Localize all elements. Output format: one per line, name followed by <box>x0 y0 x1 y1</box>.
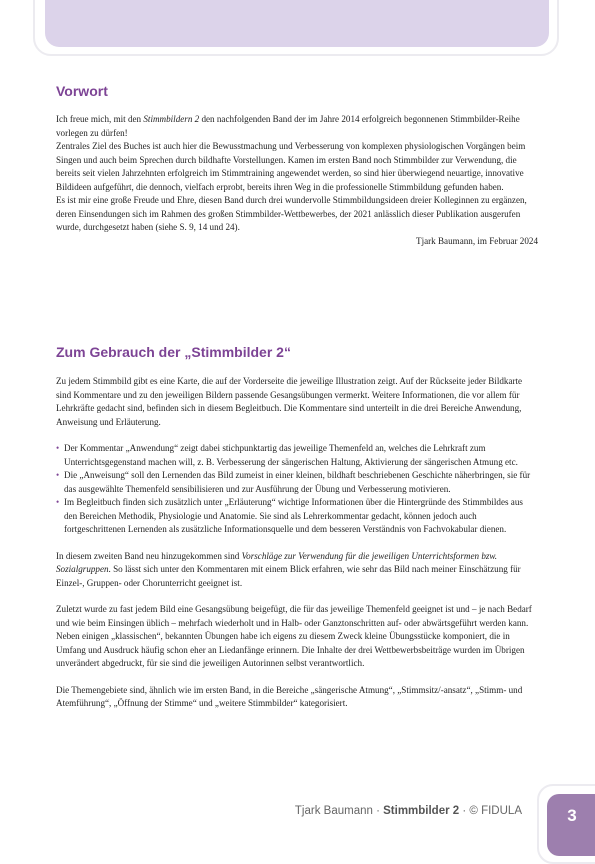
preface-signature: Tjark Baumann, im Februar 2024 <box>416 235 538 246</box>
list-item: • Im Begleitbuch finden sich zusätzlich unter „Erläuterung“ wichtige Informationen über die Hintergründe des Stimmbildes aus den Bereichen Methodik, Physiologie und Anatomie. Sie sind als Lehrerkommentar gedacht, können jedoch auch fortgeschrittenen Lernenden als zusätzliche Informationsquelle und dem besseren Verständnis von Fachvokabular dienen. <box>56 496 538 537</box>
usage-heading: Zum Gebrauch der „Stimmbilder 2“ <box>56 344 291 360</box>
header-panel-frame <box>33 0 559 56</box>
footer-author: Tjark Baumann <box>294 805 373 817</box>
preface-heading: Vorwort <box>56 83 108 99</box>
page-footer: Tjark Baumann · Stimmbilder 2 · © FIDULA <box>294 805 522 817</box>
footer-book-title: Stimmbilder 2 <box>383 805 460 817</box>
page-number-tab <box>537 784 595 864</box>
usage-paragraph: Die Themengebiete sind, ähnlich wie im ersten Band, in die Bereiche „sängerische Atmung“, „Stimmsitz/-ansatz“, „Stimm- und Atemführung“, „Öffnung der Stimme“ und „weitere Stimmbilder“ kategorisiert. <box>56 684 523 708</box>
preface-paragraph: Zentrales Ziel des Buches ist auch hier die Bewusstmachung und Verbesserung von komplexen physiologischen Vorgängen beim Singen und auch beim Sprechen durch bildhafte Vorstellungen. Kamen im ersten Band noch Stimmbilder zur Verwendung, die bereits seit vielen Jahrzehnten erfolgreich im Stimmtraining angewendet werden, so sind hier überwiegend neuartige, innovative Bildideen aufgeführt, die dennoch, vielfach erprobt, bereits ihren Weg in die professionelle Stimmbildung gefunden haben. <box>56 141 526 192</box>
usage-list <box>56 442 538 537</box>
preface-paragraph: Ich freue mich, mit den Stimmbildern 2 den nachfolgenden Band der im Jahre 2014 erfolgreich begonnenen Stimmbilder-Reihe vorlegen zu dürfen! <box>56 114 520 138</box>
usage-body <box>56 375 538 711</box>
usage-paragraph: Zuletzt wurde zu fast jedem Bild eine Gesangsübung beigefügt, die für das jeweilige Themenfeld geeignet ist und – je nach Bedarf und wie beim Einsingen üblich – mehrfach wiederholt und in Halb- oder Ganztonschritten auf- oder abwärtsgeführt werden kann. Neben einigen „klassischen“, bekannten Übungen habe ich eigens zu diesem Zweck kleine Übungsstücke komponiert, die in Umfang und Ausdruck häufig schon eher an Liedanfänge erinnern. Die Inhalte der drei Wettbewerbsbeiträge wurden im Übrigen unverändert abgedruckt, für sie sind die jeweiligen Autorinnen selbst verantwortlich. <box>56 604 532 668</box>
list-item: • Die „Anweisung“ soll den Lernenden das Bild zumeist in einer kleinen, bildhaft beschriebenen Geschichte näherbringen, sie für das ausgewählte Themenfeld sensibilisieren und zur Ausführung der Übung und Verbesserung motivieren. <box>56 469 538 496</box>
footer-publisher: © FIDULA <box>469 805 522 817</box>
usage-paragraph: Zu jedem Stimmbild gibt es eine Karte, die auf der Vorderseite die jeweilige Illustration zeigt. Auf der Rückseite jeder Bildkarte sind Kommentare und zu den jeweiligen Bildern passende Gesangsübungen vermerkt. Weitere Informationen, die vor allem für Lehrkräfte gedacht sind, befinden sich in diesem Begleitbuch. Die Kommentare sind unterteilt in die drei Bereiche Anwendung, Anweisung und Erläuterung. <box>56 376 523 427</box>
list-item: • Der Kommentar „Anwendung“ zeigt dabei stichpunktartig das jeweilige Themenfeld an, welches die Lehrkraft zum Unterrichtsgegenstand machen will, z. B. Verbesserung der sängerischen Haltung, Aktivierung der sängerischen Atmung etc. <box>56 442 538 469</box>
page-number: 3 <box>547 794 595 856</box>
header-panel <box>45 0 549 47</box>
usage-paragraph: In diesem zweiten Band neu hinzugekommen sind Vorschläge zur Verwendung für die jeweiligen Unterrichtsformen bzw. Sozialgruppen. So lässt sich unter den Kommentaren mit einem Blick erfahren, wie sehr das Bild nach meiner Einschätzung für Einzel-, Gruppen- oder Chorunterricht geeignet ist. <box>56 550 521 588</box>
preface-body <box>56 113 538 248</box>
preface-paragraph: Es ist mir eine große Freude und Ehre, diesen Band durch drei wundervolle Stimmbildungsideen dreier Kolleginnen zu ergänzen, deren Einsendungen sich im Rahmen des großen Stimmbilder-Wettbewerbes, der 2021 anlässlich dieser Publikation ausgerufen wurde, durchgesetzt haben (siehe S. 9, 14 und 24). <box>56 195 527 232</box>
